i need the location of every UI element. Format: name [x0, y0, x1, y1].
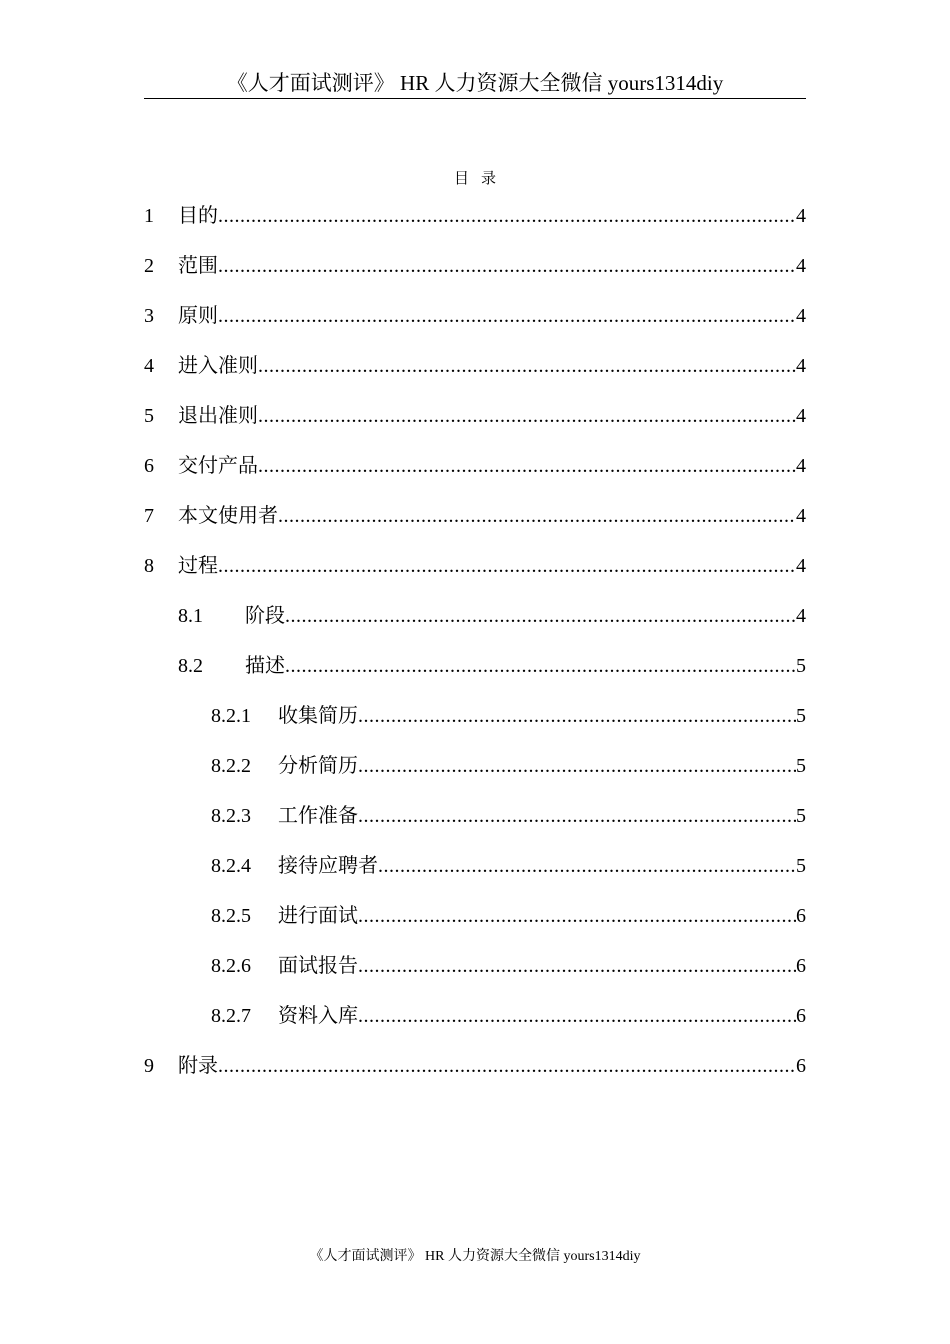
toc-entry-page: 4: [796, 205, 806, 227]
toc-title: 目录: [453, 169, 508, 187]
toc-entry-title: 描述: [245, 653, 285, 677]
toc-leader-dots: [258, 451, 796, 481]
toc-entry-title: 工作准备: [278, 803, 358, 827]
toc-entry-number: 8.2.5: [211, 905, 251, 927]
toc-entry-title: 本文使用者: [178, 503, 278, 527]
toc-entry[interactable]: [144, 650, 806, 680]
toc-entry[interactable]: [144, 300, 806, 330]
toc-entry-title: 资料入库: [278, 1003, 358, 1027]
toc-entry-title: 附录: [178, 1053, 218, 1077]
toc-entry-page: 4: [796, 355, 806, 377]
toc-entry[interactable]: [144, 800, 806, 830]
toc-entry-number: 9: [144, 1055, 154, 1077]
toc-entry[interactable]: [144, 500, 806, 530]
toc-entry[interactable]: [144, 250, 806, 280]
toc-entry[interactable]: [144, 750, 806, 780]
toc-entry-title: 范围: [178, 253, 218, 277]
toc-entry-number: 1: [144, 205, 154, 227]
toc-entry-number: 2: [144, 255, 154, 277]
toc-entry-page: 4: [796, 255, 806, 277]
page-header: 《人才面试测评》 HR 人力资源大全微信 yours1314diy: [144, 68, 806, 99]
toc-entry[interactable]: [144, 1050, 806, 1080]
toc-leader-dots: [278, 501, 796, 531]
toc-leader-dots: [218, 201, 796, 231]
toc-entry-page: 4: [796, 455, 806, 477]
toc-leader-dots: [218, 551, 796, 581]
toc-entry-title: 过程: [178, 553, 218, 577]
toc-entry[interactable]: [144, 700, 806, 730]
toc-entry-title: 面试报告: [278, 953, 358, 977]
toc-entry-title: 原则: [178, 303, 218, 327]
toc-leader-dots: [258, 351, 796, 381]
toc-entry-page: 5: [796, 855, 806, 877]
toc-entry-number: 8: [144, 555, 154, 577]
page-footer: 《人才面试测评》 HR 人力资源大全微信 yours1314diy: [309, 1249, 641, 1264]
toc-leader-dots: [218, 1051, 796, 1081]
toc-entry-title: 进行面试: [278, 903, 358, 927]
toc-leader-dots: [218, 301, 796, 331]
toc-leader-dots: [358, 951, 796, 981]
toc-entry-page: 4: [796, 305, 806, 327]
toc-entry-number: 8.2.3: [211, 805, 251, 827]
toc-entry-page: 4: [796, 555, 806, 577]
toc-entry-page: 4: [796, 605, 806, 627]
toc-entry[interactable]: [144, 400, 806, 430]
toc-entry-number: 4: [144, 355, 154, 377]
toc-entry-number: 8.2.4: [211, 855, 251, 877]
toc-entry[interactable]: [144, 200, 806, 230]
toc-entry[interactable]: [144, 450, 806, 480]
toc-entry[interactable]: [144, 950, 806, 980]
toc-leader-dots: [218, 251, 796, 281]
toc-entry[interactable]: [144, 1000, 806, 1030]
toc-entry-page: 5: [796, 755, 806, 777]
toc-entry-title: 目的: [178, 203, 218, 227]
toc-entry[interactable]: [144, 350, 806, 380]
toc-entry-title: 阶段: [245, 603, 285, 627]
toc-entry-page: 6: [796, 1055, 806, 1077]
toc-entry-title: 进入准则: [178, 353, 258, 377]
toc-entry-number: 5: [144, 405, 154, 427]
toc-entry-page: 4: [796, 405, 806, 427]
toc-entry-title: 分析简历: [278, 753, 358, 777]
toc-entry-title: 接待应聘者: [278, 853, 378, 877]
toc-leader-dots: [258, 401, 796, 431]
toc-entry[interactable]: [144, 600, 806, 630]
toc-entry-page: 6: [796, 955, 806, 977]
toc-entry-number: 8.2.2: [211, 755, 251, 777]
toc-entry-page: 6: [796, 905, 806, 927]
toc-entry-page: 5: [796, 705, 806, 727]
toc-entry-page: 5: [796, 805, 806, 827]
toc-leader-dots: [358, 701, 796, 731]
toc-leader-dots: [378, 851, 796, 881]
toc-leader-dots: [358, 1001, 796, 1031]
toc-leader-dots: [285, 651, 796, 681]
toc-entry-title: 交付产品: [178, 453, 258, 477]
toc-entry-page: 4: [796, 505, 806, 527]
toc-entry-title: 收集简历: [278, 703, 358, 727]
toc-leader-dots: [285, 601, 796, 631]
toc-leader-dots: [358, 801, 796, 831]
toc-leader-dots: [358, 751, 796, 781]
toc-entry-number: 8.2.1: [211, 705, 251, 727]
toc-entry[interactable]: [144, 550, 806, 580]
toc-entry[interactable]: [144, 900, 806, 930]
toc-entry-number: 8.2: [178, 655, 203, 677]
toc-entry-number: 8.1: [178, 605, 203, 627]
toc-entry-number: 3: [144, 305, 154, 327]
toc-entry-number: 7: [144, 505, 154, 527]
toc-entry-number: 6: [144, 455, 154, 477]
toc-entry-page: 6: [796, 1005, 806, 1027]
toc-entry-number: 8.2.7: [211, 1005, 251, 1027]
toc-entry-number: 8.2.6: [211, 955, 251, 977]
toc-entry-title: 退出准则: [178, 403, 258, 427]
toc-leader-dots: [358, 901, 796, 931]
toc-entry-page: 5: [796, 655, 806, 677]
toc-entry[interactable]: [144, 850, 806, 880]
